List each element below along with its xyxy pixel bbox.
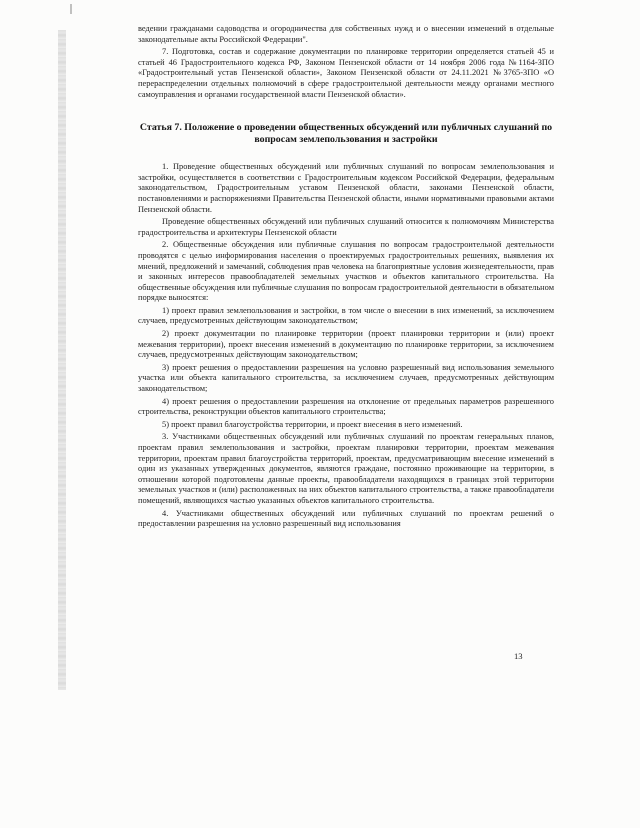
intro-paragraph-7: 7. Подготовка, состав и содержание документации по планировке территории определяется статьей 45 и статьей 46 Градостроительного кодекса РФ, Законом Пензенской области от 14 ноября 2006 года №1164-ЗПО «Градостроительный устав Пензенской области», Законом Пензенской области от 24.11.2021 №3765-ЗПО «О перераспределении отдельных полномочий в сфере градостроительной деятельности между органами местного самоуправления и органами государственной власти Пензенской области». [138,47,554,99]
list-item-5: 5) проект правил благоустройства территории, и проект внесения в него изменений. [162,419,463,429]
document-page [138,24,554,530]
paragraph-4: 4. Участниками общественных обсуждений или публичных слушаний по проектам решений о предоставлении разрешения на условно разрешенный вид использования [138,508,554,529]
list-item-3: 3) проект решения о предоставлении разрешения на условно разрешенный вид использования земельного участка или объекта капитального строительства, за исключением случаев, предусмотренных действующим законодательством; [138,362,554,394]
list-item-4: 4) проект решения о предоставлении разрешения на отклонение от предельных параметров разрешенного строительства, реконструкции объектов капитального строительства; [138,396,554,417]
paragraph-1: 1. Проведение общественных обсуждений или публичных слушаний по вопросам землепользования и застройки, осуществляется в соответствии с Градостроительным кодексом Российской Федерации, федеральным законодательством, Градостроительным уставом Пензенской области, законами Пензенской области, постановлениями и распоряжениями Правительства Пензенской области, иными нормативными правовыми актами Пензенской области. [138,162,554,214]
paragraph-3: 3. Участниками общественных обсуждений или публичных слушаний по проектам генеральных планов, проектам правил землепользования и застройки, проектам планировки территории, проектам межевания территории, проектам правил благоустройства территорий, проектам, предусматривающим внесение изменений в один из указанных утвержденных документов, являются граждане, постоянно проживающие на территории, в отношении которой подготовлены данные проекты, правообладатели находящихся в границах этой территории земельных участков и (или) расположенных на них объектов капитального строительства, а также правообладатели помещений, являющихся частью указанных объектов капитального строительства. [138,432,554,505]
list-item-1: 1) проект правил землепользования и застройки, в том числе о внесении в них изменений, за исключением случаев, предусмотренных действующим законодательством; [138,305,554,326]
scan-edge-artifact [58,30,66,690]
intro-paragraph-continuation: ведении гражданами садоводства и огородничества для собственных нужд и о внесении изменений в отдельные законодательные акты Российской Федерации". [138,24,554,44]
page-number: 13 [514,651,523,661]
scan-mark-artifact [70,4,72,14]
paragraph-2: 2. Общественные обсуждения или публичные слушания по вопросам градостроительной деятельности проводятся с целью информирования населения о проектируемых градостроительных решениях, выявления их мнений, предложений и замечаний, соблюдения прав человека на благоприятные условия жизнедеятельности, прав и законных интересов правообладателей земельных участков и объектов капитального строительства. На общественные обсуждения или публичные слушания по вопросам градостроительной деятельности в обязательном порядке выносятся: [138,240,554,303]
article-title: Статья 7. Положение о проведении общественных обсуждений или публичных слушаний по вопросам землепользования и застройки [139,122,553,146]
article-body [138,162,554,530]
paragraph-powers: Проведение общественных обсуждений или публичных слушаний относится к полномочиям Министерства градостроительства и архитектуры Пензенской области [138,217,554,237]
list-item-2: 2) проект документации по планировке территории (проект планировки территории и (или) проект межевания территории), проект внесения изменений в документацию по планировке территории, за исключением случаев, предусмотренных действующим законодательством; [138,329,554,360]
